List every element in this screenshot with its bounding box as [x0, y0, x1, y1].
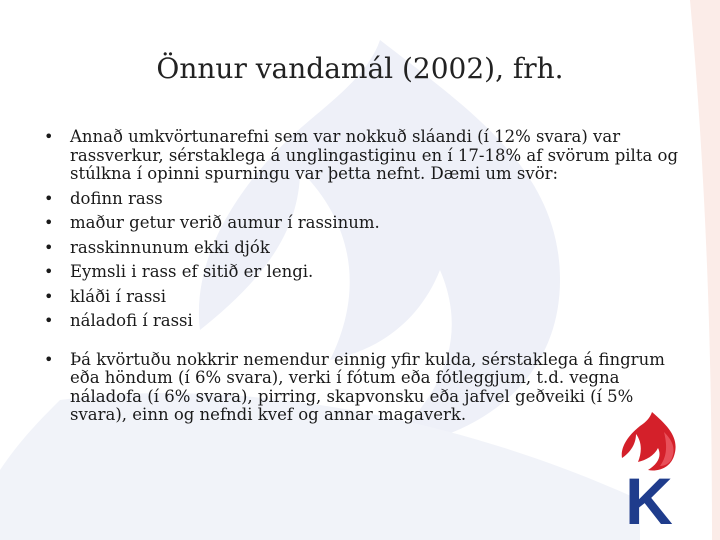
bullet-item: • rasskinnunum ekki djók	[44, 239, 694, 258]
spacer	[44, 337, 694, 351]
slide-content	[44, 128, 694, 431]
bullet-item: • Annað umkvörtunarefni sem var nokkuð sláandi (í 12% svara) var rassverkur, sérstaklega á unglingastiginu en í 17-18% af svörum pilta og stúlkna í opinni spurningu var þetta nefnt. Dæmi um svör:	[44, 128, 694, 184]
bullet-item: • dofinn rass	[44, 190, 694, 209]
bullet-item: • Þá kvörtuðu nokkrir nemendur einnig yfir kulda, sérstaklega á fingrum eða höndum (í 6% svara), verki í fótum eða fótleggjum, t.d. vegna náladofa (í 6% svara), pirring, skapvonsku eða jafvel geðveiki (í 5% svara), einn og nefndi kvef og annar magaverk.	[44, 351, 694, 425]
bullet-list-secondary	[44, 351, 694, 425]
bullet-item: • náladofi í rassi	[44, 312, 694, 331]
slide-title: Önnur vandamál (2002), frh.	[156, 52, 564, 85]
bullet-item: • kláði í rassi	[44, 288, 694, 307]
flame-k-logo-icon	[608, 408, 690, 526]
logo-letter: K	[625, 464, 673, 526]
bullet-item: • maður getur verið aumur í rassinum.	[44, 214, 694, 233]
bullet-list-primary	[44, 128, 694, 331]
bullet-item: • Eymsli i rass ef sitið er lengi.	[44, 263, 694, 282]
